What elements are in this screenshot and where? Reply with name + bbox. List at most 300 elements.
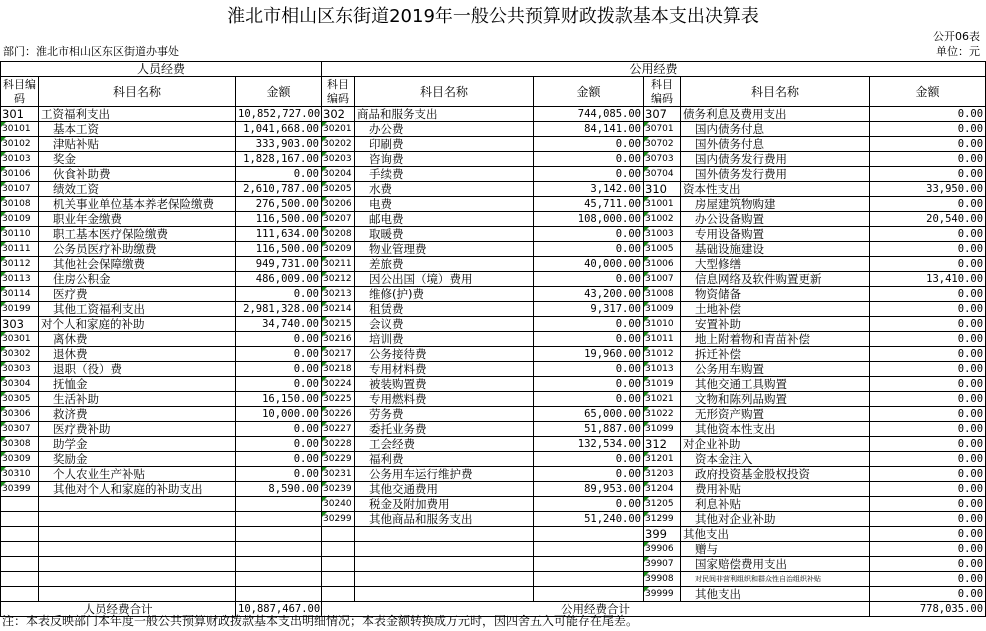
table-row xyxy=(1,317,986,332)
subject-name: 其他支出 xyxy=(681,527,870,542)
subject-name: 文物和陈列品购置 xyxy=(681,392,870,407)
subject-amount: 0.00 xyxy=(534,377,644,392)
subject-name: 奖励金 xyxy=(39,452,236,467)
subject-amount: 0.00 xyxy=(534,362,644,377)
subject-code: 31005 xyxy=(644,242,681,257)
subject-name: 物业管理费 xyxy=(355,242,534,257)
subject-code: 30226 xyxy=(322,407,355,422)
subject-code: 30199 xyxy=(1,302,39,317)
subject-name: 物资储备 xyxy=(681,287,870,302)
subject-name: 公务接待费 xyxy=(355,347,534,362)
subject-code: 30111 xyxy=(1,242,39,257)
subject-code: 30303 xyxy=(1,362,39,377)
subject-amount xyxy=(534,587,644,602)
table-row xyxy=(1,227,986,242)
subject-code: 30109 xyxy=(1,212,39,227)
subject-code: 31099 xyxy=(644,422,681,437)
subject-name: 职业年金缴费 xyxy=(39,212,236,227)
subject-name: 对企业补助 xyxy=(681,437,870,452)
subject-name: 其他支出 xyxy=(681,587,870,602)
subject-code: 31006 xyxy=(644,257,681,272)
table-row xyxy=(1,257,986,272)
subject-name xyxy=(355,557,534,572)
subject-name: 机关事业单位基本养老保险缴费 xyxy=(39,197,236,212)
footnote: 注：本表反映部门本年度一般公共预算财政拨款基本支出明细情况；本表金额转换成万元时，因四舍五入可能存在尾差。 xyxy=(2,614,639,628)
subject-name: 其他商品和服务支出 xyxy=(355,512,534,527)
subject-code: 30202 xyxy=(322,137,355,152)
subject-name xyxy=(39,557,236,572)
subject-amount: 45,711.00 xyxy=(534,197,644,212)
subject-amount: 0.00 xyxy=(870,107,986,122)
table-row xyxy=(1,212,986,227)
subject-amount: 0.00 xyxy=(870,257,986,272)
subject-code: 30310 xyxy=(1,467,39,482)
subject-name: 退职（役）费 xyxy=(39,362,236,377)
subject-name: 公务用车运行维护费 xyxy=(355,467,534,482)
subject-name xyxy=(39,497,236,512)
subject-code: 31011 xyxy=(644,332,681,347)
subject-code xyxy=(1,527,39,542)
subject-amount: 0.00 xyxy=(236,377,322,392)
subject-amount xyxy=(236,497,322,512)
subject-name: 专用燃料费 xyxy=(355,392,534,407)
subject-amount: 0.00 xyxy=(870,527,986,542)
subject-name: 其他资本性支出 xyxy=(681,422,870,437)
subject-amount xyxy=(236,557,322,572)
subject-amount: 0.00 xyxy=(870,497,986,512)
subject-code: 39999 xyxy=(644,587,681,602)
subject-name: 伙食补助费 xyxy=(39,167,236,182)
subject-name: 离休费 xyxy=(39,332,236,347)
subject-amount: 0.00 xyxy=(870,392,986,407)
subject-code: 30207 xyxy=(322,212,355,227)
subject-name: 租赁费 xyxy=(355,302,534,317)
subject-amount: 0.00 xyxy=(870,137,986,152)
subject-code: 31012 xyxy=(644,347,681,362)
table-row xyxy=(1,437,986,452)
table-row xyxy=(1,167,986,182)
table-row xyxy=(1,122,986,137)
subject-name: 办公设备购置 xyxy=(681,212,870,227)
subject-name xyxy=(39,527,236,542)
subject-name xyxy=(39,542,236,557)
subject-code: 30102 xyxy=(1,137,39,152)
subject-amount: 116,500.00 xyxy=(236,212,322,227)
subject-name xyxy=(355,587,534,602)
subject-name: 办公费 xyxy=(355,122,534,137)
subject-name: 政府投资基金股权投资 xyxy=(681,467,870,482)
subject-name: 个人农业生产补贴 xyxy=(39,467,236,482)
expenditure-table xyxy=(0,61,986,617)
table-row xyxy=(1,557,986,572)
subject-amount: 0.00 xyxy=(870,467,986,482)
subject-name: 退休费 xyxy=(39,347,236,362)
subject-code: 30103 xyxy=(1,152,39,167)
subject-amount: 20,540.00 xyxy=(870,212,986,227)
subject-name: 债务利息及费用支出 xyxy=(681,107,870,122)
table-row xyxy=(1,512,986,527)
subject-code: 303 xyxy=(1,317,39,332)
subject-amount: 116,500.00 xyxy=(236,242,322,257)
subject-amount: 0.00 xyxy=(870,197,986,212)
subject-name: 因公出国（境）费用 xyxy=(355,272,534,287)
code-header: 科目编码 xyxy=(644,77,681,107)
subject-name xyxy=(355,527,534,542)
subject-amount: 51,887.00 xyxy=(534,422,644,437)
subject-code: 31008 xyxy=(644,287,681,302)
subject-amount: 0.00 xyxy=(870,572,986,587)
personnel-total-label: 人员经费合计 xyxy=(1,602,236,617)
subject-amount: 1,041,668.00 xyxy=(236,122,322,137)
subject-name: 其他对个人和家庭的补助支出 xyxy=(39,482,236,497)
subject-code: 30205 xyxy=(322,182,355,197)
subject-amount: 16,150.00 xyxy=(236,392,322,407)
subject-amount xyxy=(236,587,322,602)
subject-amount: 0.00 xyxy=(870,512,986,527)
table-row xyxy=(1,347,986,362)
table-row xyxy=(1,152,986,167)
table-row xyxy=(1,137,986,152)
subject-name: 税金及附加费用 xyxy=(355,497,534,512)
subject-code: 30229 xyxy=(322,452,355,467)
subject-amount: 2,981,328.00 xyxy=(236,302,322,317)
table-row xyxy=(1,542,986,557)
subject-code: 31299 xyxy=(644,512,681,527)
subject-name xyxy=(39,587,236,602)
subject-name: 咨询费 xyxy=(355,152,534,167)
subject-code: 30225 xyxy=(322,392,355,407)
subject-code xyxy=(322,557,355,572)
subject-amount: 0.00 xyxy=(534,242,644,257)
subject-code: 30704 xyxy=(644,167,681,182)
subject-name: 国外债务发行费用 xyxy=(681,167,870,182)
subject-amount: 34,740.00 xyxy=(236,317,322,332)
subject-code: 30703 xyxy=(644,152,681,167)
subject-name: 资本金注入 xyxy=(681,452,870,467)
table-row xyxy=(1,392,986,407)
subject-code: 310 xyxy=(644,182,681,197)
subject-code: 30217 xyxy=(322,347,355,362)
subject-name xyxy=(355,542,534,557)
subject-code: 30302 xyxy=(1,347,39,362)
subject-code: 31010 xyxy=(644,317,681,332)
table-row xyxy=(1,197,986,212)
subject-code: 30239 xyxy=(322,482,355,497)
subject-name: 国外债务付息 xyxy=(681,137,870,152)
subject-amount xyxy=(534,572,644,587)
subject-amount: 0.00 xyxy=(870,587,986,602)
subject-code: 39908 xyxy=(644,572,681,587)
subject-amount xyxy=(534,542,644,557)
subject-name: 信息网络及软件购置更新 xyxy=(681,272,870,287)
name-header: 科目名称 xyxy=(681,77,870,107)
subject-code xyxy=(1,512,39,527)
subject-amount: 40,000.00 xyxy=(534,257,644,272)
subject-name: 其他社会保障缴费 xyxy=(39,257,236,272)
subject-code: 30110 xyxy=(1,227,39,242)
subject-code: 30212 xyxy=(322,272,355,287)
subject-amount: 0.00 xyxy=(534,317,644,332)
table-row xyxy=(1,572,986,587)
subject-amount: 0.00 xyxy=(534,152,644,167)
subject-name: 利息补贴 xyxy=(681,497,870,512)
subject-name: 奖金 xyxy=(39,152,236,167)
subject-code: 399 xyxy=(644,527,681,542)
subject-code xyxy=(322,542,355,557)
subject-code xyxy=(322,572,355,587)
subject-code: 30399 xyxy=(1,482,39,497)
subject-code: 30208 xyxy=(322,227,355,242)
page-title: 淮北市相山区东街道2019年一般公共预算财政拨款基本支出决算表 xyxy=(227,6,759,27)
subject-name: 其他交通费用 xyxy=(355,482,534,497)
subject-amount: 0.00 xyxy=(870,287,986,302)
subject-name: 工资福利支出 xyxy=(39,107,236,122)
subject-name: 取暖费 xyxy=(355,227,534,242)
subject-code: 30305 xyxy=(1,392,39,407)
subject-name: 资本性支出 xyxy=(681,182,870,197)
subject-amount xyxy=(236,542,322,557)
subject-code: 30227 xyxy=(322,422,355,437)
subject-code: 30108 xyxy=(1,197,39,212)
subject-name: 培训费 xyxy=(355,332,534,347)
subject-code: 31019 xyxy=(644,377,681,392)
subject-code: 30106 xyxy=(1,167,39,182)
subject-name: 商品和服务支出 xyxy=(355,107,534,122)
subject-amount xyxy=(236,572,322,587)
subject-name: 对民间非营利组织和群众性自治组织补贴 xyxy=(681,572,870,587)
subject-code: 301 xyxy=(1,107,39,122)
subject-name: 公务用车购置 xyxy=(681,362,870,377)
subject-amount: 19,960.00 xyxy=(534,347,644,362)
subject-name: 会议费 xyxy=(355,317,534,332)
subject-amount: 0.00 xyxy=(534,452,644,467)
subject-code: 30204 xyxy=(322,167,355,182)
subject-code: 39906 xyxy=(644,542,681,557)
subject-code: 30101 xyxy=(1,122,39,137)
subject-code: 30206 xyxy=(322,197,355,212)
subject-amount xyxy=(236,527,322,542)
subject-name: 印刷费 xyxy=(355,137,534,152)
subject-name: 职工基本医疗保险缴费 xyxy=(39,227,236,242)
subject-code: 30308 xyxy=(1,437,39,452)
subject-amount: 0.00 xyxy=(534,467,644,482)
subject-code: 30309 xyxy=(1,452,39,467)
subject-amount: 0.00 xyxy=(236,452,322,467)
subject-name xyxy=(39,572,236,587)
personnel-header: 人员经费 xyxy=(1,62,322,77)
code-header: 科目编码 xyxy=(1,77,39,107)
subject-name: 公务员医疗补助缴费 xyxy=(39,242,236,257)
subject-name: 费用补贴 xyxy=(681,482,870,497)
subject-name: 生活补助 xyxy=(39,392,236,407)
subject-amount: 0.00 xyxy=(870,302,986,317)
subject-name: 其他对企业补助 xyxy=(681,512,870,527)
subject-amount: 0.00 xyxy=(870,482,986,497)
subject-code: 31204 xyxy=(644,482,681,497)
subject-code: 31022 xyxy=(644,407,681,422)
code-header: 科目编码 xyxy=(322,77,355,107)
subject-code: 30201 xyxy=(322,122,355,137)
subject-amount: 108,000.00 xyxy=(534,212,644,227)
subject-amount: 10,000.00 xyxy=(236,407,322,422)
subject-amount: 0.00 xyxy=(870,407,986,422)
subject-amount: 0.00 xyxy=(870,422,986,437)
subject-amount xyxy=(534,557,644,572)
subject-amount: 0.00 xyxy=(870,542,986,557)
subject-amount: 0.00 xyxy=(870,347,986,362)
subject-amount xyxy=(236,512,322,527)
subject-code: 30209 xyxy=(322,242,355,257)
table-row xyxy=(1,587,986,602)
table-row xyxy=(1,482,986,497)
form-code: 公开06表 xyxy=(933,30,980,43)
subject-amount: 0.00 xyxy=(236,287,322,302)
subject-amount: 276,500.00 xyxy=(236,197,322,212)
subject-name: 劳务费 xyxy=(355,407,534,422)
subject-name: 无形资产购置 xyxy=(681,407,870,422)
subject-code: 31201 xyxy=(644,452,681,467)
subject-amount: 0.00 xyxy=(236,467,322,482)
subject-amount: 0.00 xyxy=(870,377,986,392)
subject-code: 30216 xyxy=(322,332,355,347)
subject-amount: 0.00 xyxy=(534,137,644,152)
subject-name xyxy=(39,512,236,527)
amount-header: 金额 xyxy=(534,77,644,107)
subject-name: 赠与 xyxy=(681,542,870,557)
subject-amount: 33,950.00 xyxy=(870,182,986,197)
subject-amount: 0.00 xyxy=(870,332,986,347)
subject-name: 助学金 xyxy=(39,437,236,452)
subject-code xyxy=(322,527,355,542)
subject-code: 30113 xyxy=(1,272,39,287)
subject-code: 30307 xyxy=(1,422,39,437)
subject-amount: 0.00 xyxy=(236,422,322,437)
table-row xyxy=(1,272,986,287)
subject-name: 抚恤金 xyxy=(39,377,236,392)
subject-code: 30203 xyxy=(322,152,355,167)
subject-code xyxy=(1,557,39,572)
subject-name: 住房公积金 xyxy=(39,272,236,287)
subject-name: 医疗费补助 xyxy=(39,422,236,437)
subject-code: 30214 xyxy=(322,302,355,317)
subject-code: 30240 xyxy=(322,497,355,512)
subject-name: 国内债务发行费用 xyxy=(681,152,870,167)
subject-amount: 0.00 xyxy=(534,392,644,407)
subject-name: 水费 xyxy=(355,182,534,197)
amount-header: 金额 xyxy=(236,77,322,107)
subject-amount: 0.00 xyxy=(534,167,644,182)
amount-header: 金额 xyxy=(870,77,986,107)
subject-amount xyxy=(534,527,644,542)
subject-code: 30306 xyxy=(1,407,39,422)
subject-amount: 0.00 xyxy=(870,317,986,332)
subject-name: 地上附着物和青苗补偿 xyxy=(681,332,870,347)
personnel-total-amount: 10,887,467.00 xyxy=(236,602,322,617)
subject-name: 绩效工资 xyxy=(39,182,236,197)
subject-amount: 0.00 xyxy=(870,227,986,242)
subject-amount: 2,610,787.00 xyxy=(236,182,322,197)
subject-amount: 51,240.00 xyxy=(534,512,644,527)
table-row xyxy=(1,497,986,512)
subject-code: 30304 xyxy=(1,377,39,392)
subject-name: 差旅费 xyxy=(355,257,534,272)
subject-code: 30114 xyxy=(1,287,39,302)
subject-name: 土地补偿 xyxy=(681,302,870,317)
table-row xyxy=(1,107,986,122)
subject-amount: 0.00 xyxy=(870,122,986,137)
subject-amount: 0.00 xyxy=(870,152,986,167)
subject-amount: 65,000.00 xyxy=(534,407,644,422)
subject-code: 307 xyxy=(644,107,681,122)
subject-code: 30228 xyxy=(322,437,355,452)
subject-code: 30224 xyxy=(322,377,355,392)
subject-code: 30112 xyxy=(1,257,39,272)
subject-code: 30299 xyxy=(322,512,355,527)
subject-amount: 0.00 xyxy=(534,332,644,347)
subject-amount: 0.00 xyxy=(534,497,644,512)
subject-name: 专用材料费 xyxy=(355,362,534,377)
subject-code: 31001 xyxy=(644,197,681,212)
subject-amount: 0.00 xyxy=(870,437,986,452)
subject-name: 被装购置费 xyxy=(355,377,534,392)
public-header: 公用经费 xyxy=(322,62,986,77)
subject-code xyxy=(1,542,39,557)
subject-amount: 111,634.00 xyxy=(236,227,322,242)
subject-code: 31013 xyxy=(644,362,681,377)
subject-name: 房屋建筑物购建 xyxy=(681,197,870,212)
subject-amount: 0.00 xyxy=(236,362,322,377)
subject-name: 手续费 xyxy=(355,167,534,182)
subject-code: 30702 xyxy=(644,137,681,152)
subject-amount: 0.00 xyxy=(870,362,986,377)
table-row xyxy=(1,332,986,347)
subject-amount: 0.00 xyxy=(534,272,644,287)
subject-code: 312 xyxy=(644,437,681,452)
table-row xyxy=(1,302,986,317)
subject-name: 工会经费 xyxy=(355,437,534,452)
subject-amount: 43,200.00 xyxy=(534,287,644,302)
table-row xyxy=(1,407,986,422)
subject-name: 安置补助 xyxy=(681,317,870,332)
table-row xyxy=(1,422,986,437)
subject-amount: 10,852,727.00 xyxy=(236,107,322,122)
subject-name: 津贴补贴 xyxy=(39,137,236,152)
subject-code: 30218 xyxy=(322,362,355,377)
table-row xyxy=(1,467,986,482)
table-row xyxy=(1,452,986,467)
subject-code: 30215 xyxy=(322,317,355,332)
subject-name: 维修(护)费 xyxy=(355,287,534,302)
subject-name: 拆迁补偿 xyxy=(681,347,870,362)
subject-name: 国内债务付息 xyxy=(681,122,870,137)
subject-code xyxy=(1,587,39,602)
subject-code: 39907 xyxy=(644,557,681,572)
table-row xyxy=(1,377,986,392)
subject-amount: 0.00 xyxy=(236,347,322,362)
subject-name: 大型修缮 xyxy=(681,257,870,272)
name-header: 科目名称 xyxy=(39,77,236,107)
subject-name: 国家赔偿费用支出 xyxy=(681,557,870,572)
subject-code xyxy=(1,497,39,512)
subject-amount: 0.00 xyxy=(870,242,986,257)
subject-code: 31021 xyxy=(644,392,681,407)
subject-name: 邮电费 xyxy=(355,212,534,227)
subject-name: 基础设施建设 xyxy=(681,242,870,257)
department-label: 部门：淮北市相山区东区街道办事处 xyxy=(3,45,179,58)
subject-code: 30211 xyxy=(322,257,355,272)
subject-amount: 486,009.00 xyxy=(236,272,322,287)
subject-code: 30231 xyxy=(322,467,355,482)
